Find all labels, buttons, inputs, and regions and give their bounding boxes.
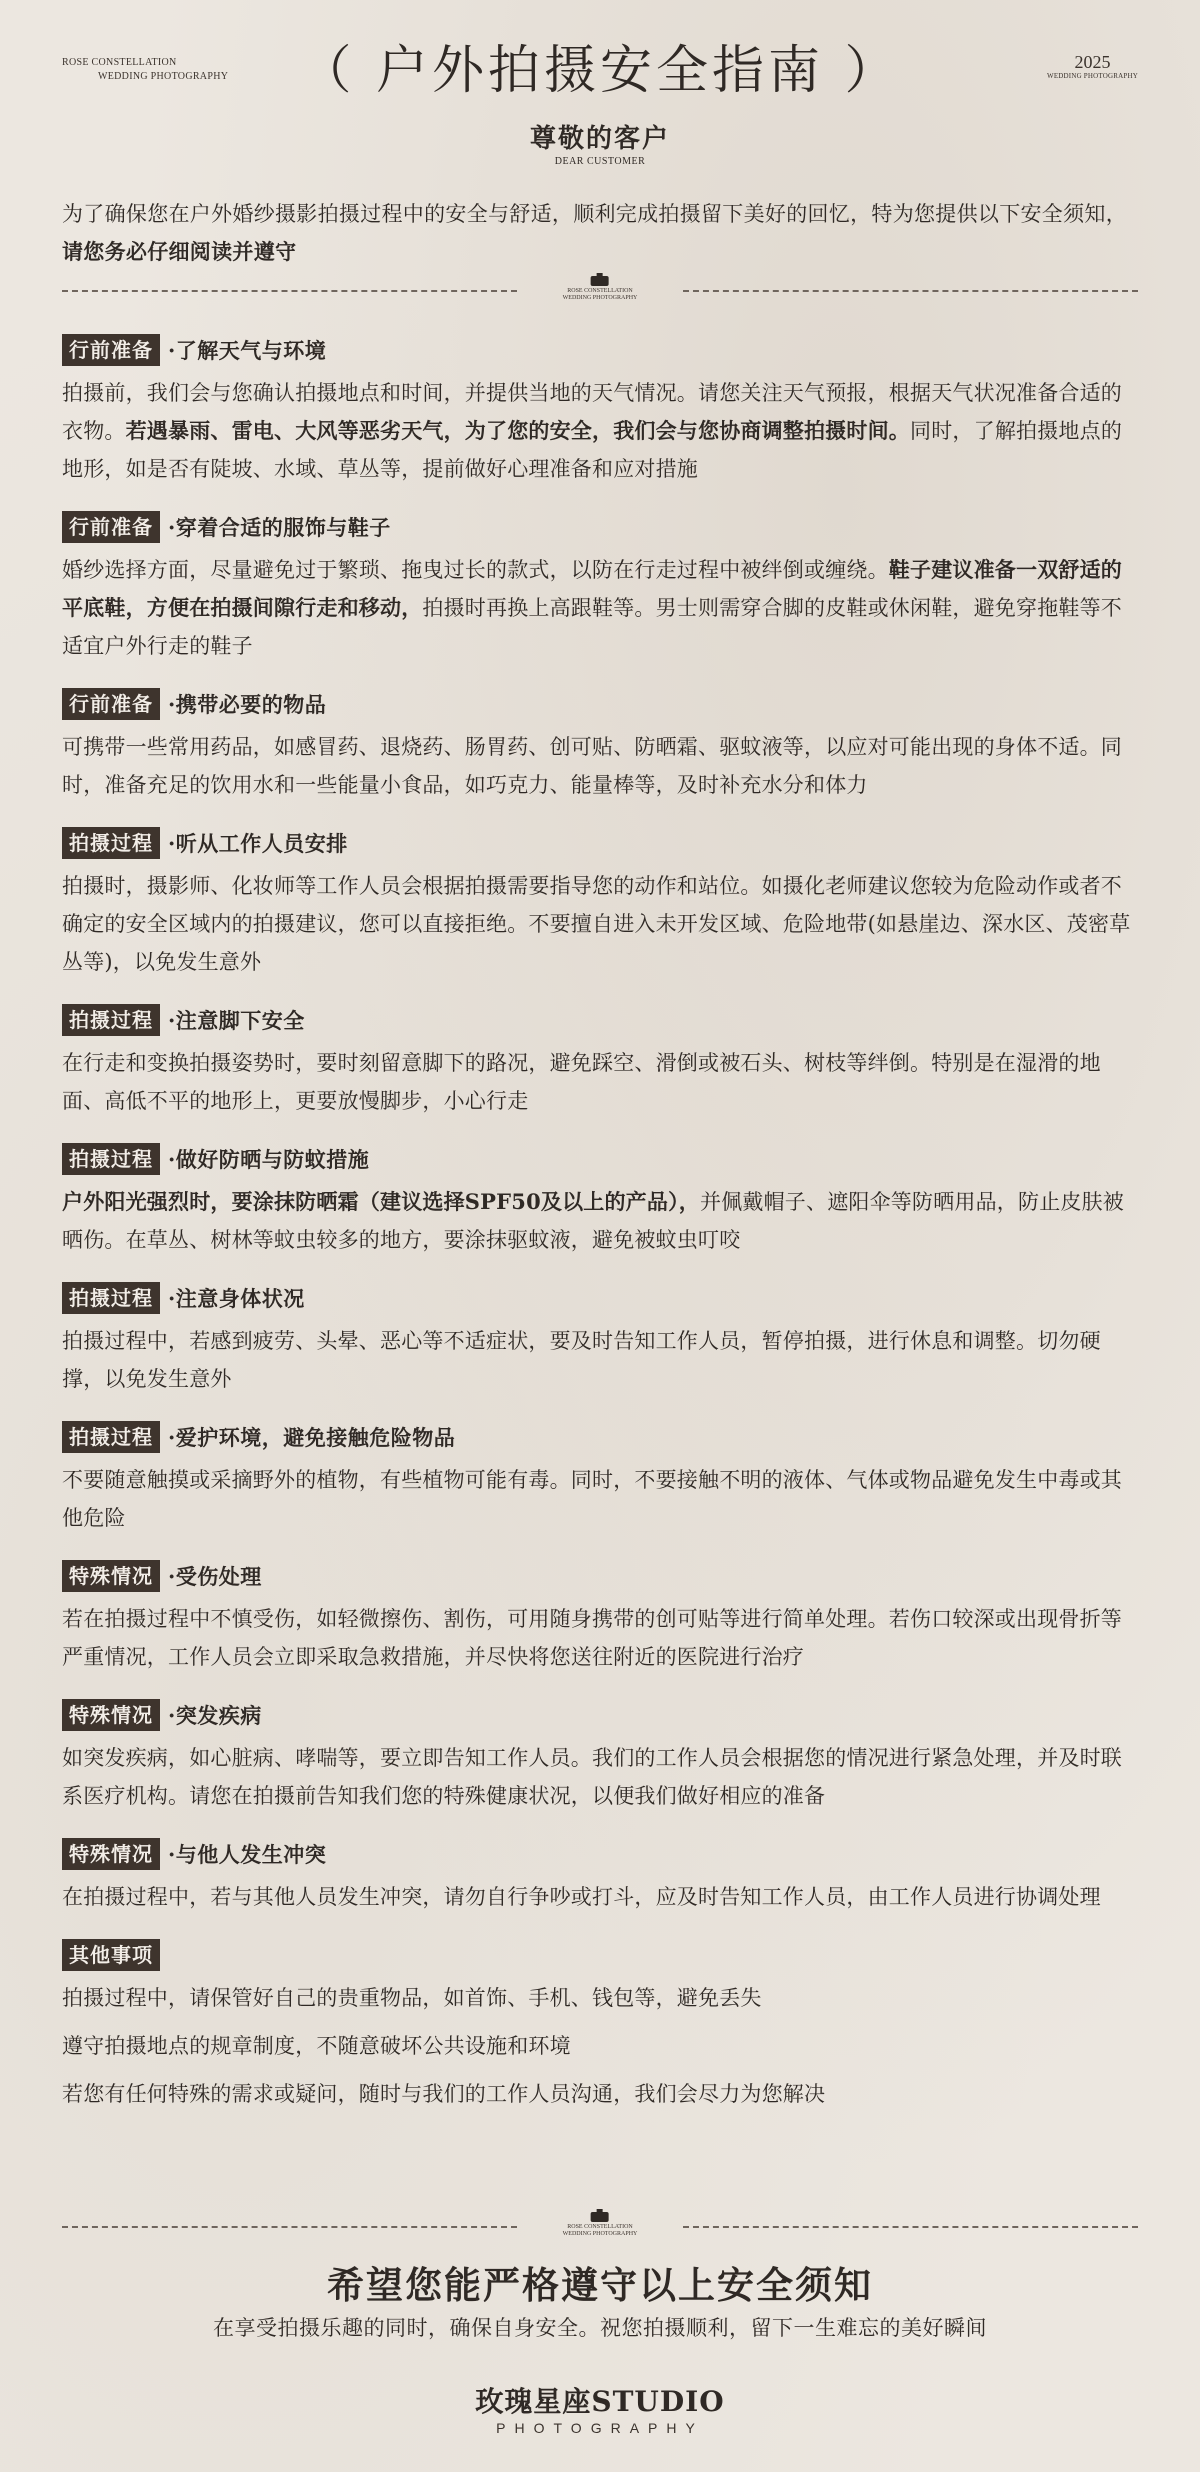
section-header: [62, 1000, 1142, 1040]
divider-line-2: WEDDING PHOTOGRAPHY: [562, 295, 638, 301]
camera-icon: [591, 2212, 609, 2222]
page-title: （ 户外拍摄安全指南 ）: [299, 41, 901, 101]
section-body: [62, 1461, 1142, 1537]
dashed-line-left: [62, 290, 517, 292]
section-text: 不要随意触摸或采摘野外的植物，有些植物可能有毒。同时，不要接触不明的液体、气体或物品避免发生中毒或其他危险: [62, 1468, 1122, 1530]
section-title: ·了解天气与环境: [168, 338, 327, 363]
section-header: [62, 1139, 1142, 1179]
section-body: [62, 1600, 1142, 1676]
section-tag: 拍摄过程: [62, 827, 160, 859]
section-title: ·突发疾病: [168, 1703, 262, 1728]
other-items: [62, 1979, 1142, 2113]
section-tag: 拍摄过程: [62, 1143, 160, 1175]
greeting-cn: 尊敬的客户: [529, 124, 670, 154]
dashed-line-left: [62, 2226, 517, 2228]
section-text: 拍摄时，摄影师、化妆师等工作人员会根据拍摄需要指导您的动作和站位。如摄化老师建议您较为危险动作或者不确定的安全区域内的拍摄建议，您可以直接拒绝。不要擅自进入未开发区域、危险地带(如悬崖边、深水区、茂密草丛等)，以免发生意外: [62, 874, 1131, 974]
year-subtext: WEDDING PHOTOGRAPHY: [1047, 72, 1138, 80]
section-title: ·注意身体状况: [168, 1286, 305, 1311]
intro-text: 为了确保您在户外婚纱摄影拍摄过程中的安全与舒适，顺利完成拍摄留下美好的回忆，特为您提供以下安全须知，: [62, 202, 1127, 226]
greeting-en: DEAR CUSTOMER: [554, 156, 646, 167]
closing-subtext: 在享受拍摄乐趣的同时，确保自身安全。祝您拍摄顺利，留下一生难忘的美好瞬间: [213, 2316, 987, 2340]
divider-top: [62, 276, 1138, 306]
section-text: 在拍摄过程中，若与其他人员发生冲突，请勿自行争吵或打斗，应及时告知工作人员，由工作人员进行协调处理: [62, 1885, 1101, 1909]
section-tag: 特殊情况: [62, 1560, 160, 1592]
section-body: [62, 374, 1142, 488]
section-body: [62, 867, 1142, 981]
dashed-line-right: [683, 290, 1138, 292]
other-item: 拍摄过程中，请保管好自己的贵重物品，如首饰、手机、钱包等，避免丢失: [62, 1986, 762, 2010]
section-text: 在行走和变换拍摄姿势时，要时刻留意脚下的路况，避免踩空、滑倒或被石头、树枝等绊倒。特别是在湿滑的地面、高低不平的地形上，更要放慢脚步，小心行走: [62, 1051, 1101, 1113]
section-tag: 拍摄过程: [62, 1282, 160, 1314]
section-text: 若在拍摄过程中不慎受伤，如轻微擦伤、割伤，可用随身携带的创可贴等进行简单处理。若伤口较深或出现骨折等严重情况，工作人员会立即采取急救措施，并尽快将您送往附近的医院进行治疗: [62, 1607, 1122, 1669]
greeting: [0, 124, 1200, 167]
section-title: ·与他人发生冲突: [168, 1842, 327, 1867]
divider-line-1: ROSE CONSTELLATION: [567, 2224, 633, 2230]
divider-logo: [563, 276, 638, 302]
section-body: [62, 1322, 1142, 1398]
section-text: 如突发疾病，如心脏病、哮喘等，要立即告知工作人员。我们的工作人员会根据您的情况进行紧急处理，并及时联系医疗机构。请您在拍摄前告知我们您的特殊健康状况，以便我们做好相应的准备: [62, 1746, 1122, 1808]
section-body: [62, 1044, 1142, 1120]
section-text-cont: 拍摄时再换上高跟鞋等。男士则需穿合脚的皮鞋或休闲鞋，避免穿拖鞋等不适宜户外行走的鞋子: [62, 596, 1123, 658]
section-title: ·爱护环境，避免接触危险物品: [168, 1425, 456, 1450]
section-header: [62, 507, 1142, 547]
section-title: ·听从工作人员安排: [168, 831, 348, 856]
section-7: [62, 1278, 1142, 1398]
section-bold-text: 若遇暴雨、雷电、大风等恶劣天气，为了您的安全，我们会与您协商调整拍摄时间。: [125, 418, 911, 443]
section-title: ·穿着合适的服饰与鞋子: [168, 515, 391, 540]
studio-tagline: PHOTOGRAPHY: [496, 2420, 704, 2436]
section-tag: 行前准备: [62, 334, 160, 366]
section-header: [62, 684, 1142, 724]
section-header: [62, 1278, 1142, 1318]
section-3: [62, 684, 1142, 804]
section-1: [62, 330, 1142, 488]
section-header: [62, 1695, 1142, 1735]
intro-bold: 请您务必仔细阅读并遵守: [62, 239, 297, 264]
section-text: 婚纱选择方面，尽量避免过于繁琐、拖曳过长的款式，以防在行走过程中被绊倒或缠绕。: [62, 558, 889, 582]
divider-line-2: WEDDING PHOTOGRAPHY: [562, 2231, 638, 2237]
section-other: [62, 1935, 1142, 2113]
section-9: [62, 1556, 1142, 1676]
section-tag: 特殊情况: [62, 1699, 160, 1731]
year-badge: [1047, 52, 1138, 80]
section-body: [62, 1878, 1142, 1916]
section-header: [62, 1556, 1142, 1596]
section-text: 拍摄前，我们会与您确认拍摄地点和时间，并提供当地的天气情况。请您关注天气预报，根据天气状况准备合适的衣物。: [62, 381, 1122, 443]
section-header: [62, 823, 1142, 863]
intro-paragraph: [62, 196, 1142, 271]
divider-logo: [563, 2212, 638, 2238]
section-title: ·受伤处理: [168, 1564, 262, 1589]
brand-line-1: ROSE CONSTELLATION: [62, 57, 177, 68]
other-item: 若您有任何特殊的需求或疑问，随时与我们的工作人员沟通，我们会尽力为您解决: [62, 2082, 826, 2106]
section-tag: 行前准备: [62, 688, 160, 720]
section-11: [62, 1834, 1142, 1916]
section-tag: 拍摄过程: [62, 1004, 160, 1036]
dashed-line-right: [683, 2226, 1138, 2228]
divider-bottom: [62, 2212, 1138, 2242]
section-10: [62, 1695, 1142, 1815]
studio-name: 玫瑰星座STUDIO: [475, 2385, 725, 2418]
brand-line-2: WEDDING PHOTOGRAPHY: [98, 71, 229, 82]
section-body: [62, 728, 1142, 804]
section-text: 可携带一些常用药品，如感冒药、退烧药、肠胃药、创可贴、防晒霜、驱蚊液等，以应对可能出现的身体不适。同时，准备充足的饮用水和一些能量小食品，如巧克力、能量棒等，及时补充水分和体力: [62, 735, 1122, 797]
section-header: [62, 1935, 1142, 1975]
section-body: [62, 1739, 1142, 1815]
section-title: ·注意脚下安全: [168, 1008, 305, 1033]
section-header: [62, 1834, 1142, 1874]
section-tag: 行前准备: [62, 511, 160, 543]
section-tag: 特殊情况: [62, 1838, 160, 1870]
section-tag: 拍摄过程: [62, 1421, 160, 1453]
section-body: [62, 551, 1142, 665]
section-title: ·携带必要的物品: [168, 692, 327, 717]
section-text: 拍摄过程中，若感到疲劳、头晕、恶心等不适症状，要及时告知工作人员，暂停拍摄，进行休息和调整。切勿硬撑，以免发生意外: [62, 1329, 1101, 1391]
sections-list: [62, 330, 1142, 2132]
section-8: [62, 1417, 1142, 1537]
studio-signature: [0, 2386, 1200, 2436]
section-tag: 其他事项: [62, 1939, 160, 1971]
closing-headline: 希望您能严格遵守以上安全须知: [327, 2263, 873, 2307]
divider-line-1: ROSE CONSTELLATION: [567, 288, 633, 294]
section-text-cont: 并佩戴帽子、遮阳伞等防晒用品，防止皮肤被晒伤。在草丛、树林等蚊虫较多的地方，要涂抹驱蚊液，避免被蚊虫叮咬: [62, 1190, 1124, 1252]
camera-icon: [591, 276, 609, 286]
section-5: [62, 1000, 1142, 1120]
other-item: 遵守拍摄地点的规章制度，不随意破坏公共设施和环境: [62, 2034, 571, 2058]
section-header: [62, 1417, 1142, 1457]
closing: [0, 2262, 1200, 2342]
section-header: [62, 330, 1142, 370]
section-title: ·做好防晒与防蚊措施: [168, 1147, 370, 1172]
section-4: [62, 823, 1142, 981]
section-6: [62, 1139, 1142, 1259]
section-bold-text: 鞋子建议准备一双舒适的平底鞋，方便在拍摄间隙行走和移动，: [62, 557, 1122, 620]
year-text: 2025: [1074, 52, 1111, 72]
section-body: [62, 1183, 1142, 1259]
section-text-cont: 同时，了解拍摄地点的地形，如是否有陡坡、水域、草丛等，提前做好心理准备和应对措施: [62, 419, 1123, 481]
section-2: [62, 507, 1142, 665]
section-bold-text: 户外阳光强烈时，要涂抹防晒霜（建议选择SPF50及以上的产品），: [62, 1189, 700, 1214]
